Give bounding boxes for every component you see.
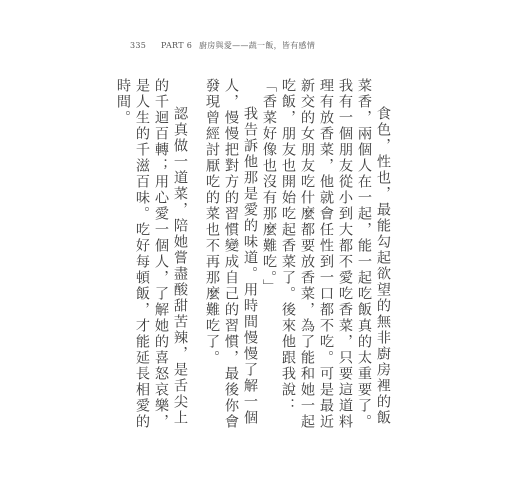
running-head — [130, 40, 315, 51]
part-label: PART 6 — [161, 41, 193, 50]
paragraph-3: 認真做一道菜，陪她嘗盡酸甜苦辣，是舌尖上的千迴百轉；用心愛一個人，了解她的喜怒哀樂，是人生的千滋百味。吃好每頓飯，才能延長相愛的時間。 — [115, 78, 188, 430]
page-number: 335 — [130, 41, 147, 50]
paragraph-1: 食色，性也，最能勾起欲望的無非廚房裡的飯菜香，兩個人在一起，能一起吃飯真的太重要了。我有一個朋友從小到大都不愛吃香菜，只要這道料理有放香菜，他就會任性到一口都不吃。可是最近新交的女朋友吃什麼都要放香菜，為了能和她一起吃飯，朋友也開始吃起香菜了。後來他跟我說：「香菜好像也沒有那麼難吃。」 — [261, 78, 391, 430]
chapter-title: 廚房與愛——蔬一飯，皆有感情 — [198, 41, 316, 50]
paragraph-2: 我告訴他那是愛的味道。用時間慢慢了解一個人，慢慢把對方的習慣變成自己的習慣，最後你會發現曾經討厭吃的菜也不再那麼難吃了。 — [204, 78, 258, 430]
body-text — [100, 78, 392, 440]
